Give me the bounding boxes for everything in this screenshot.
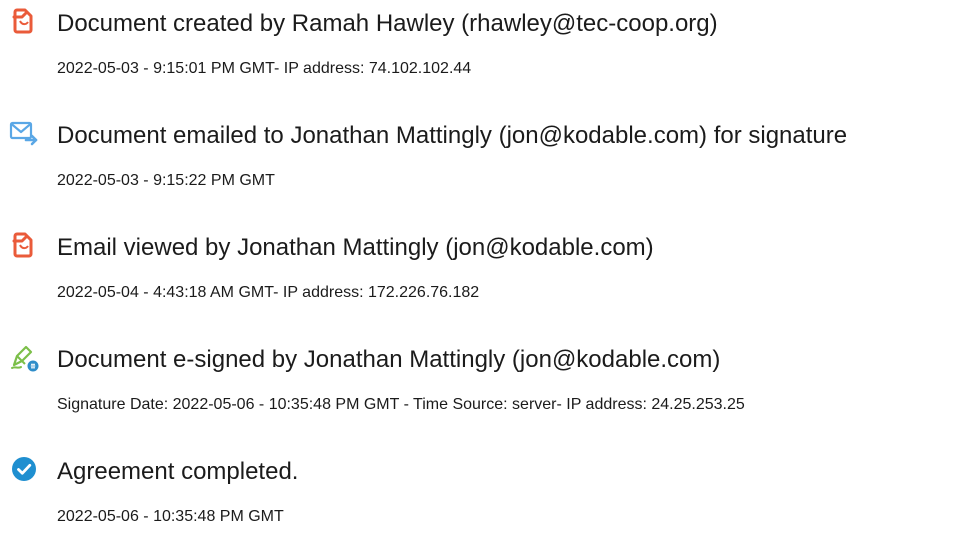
- event-detail: 2022-05-03 - 9:15:01 PM GMT- IP address: 74.102.102.44: [57, 60, 472, 77]
- event-detail: 2022-05-03 - 9:15:22 PM GMT: [57, 172, 275, 189]
- event-title: Document e-signed by Jonathan Mattingly (jon@kodable.com): [57, 346, 721, 373]
- event-title: Document created by Ramah Hawley (rhawley@tec-coop.org): [57, 10, 718, 37]
- event-detail: Signature Date: 2022-05-06 - 10:35:48 PM GMT - Time Source: server- IP address: 24.25.253.25: [57, 396, 745, 413]
- event-title: Agreement completed.: [57, 458, 299, 485]
- check-circle-icon: [8, 453, 40, 485]
- event-title: Email viewed by Jonathan Mattingly (jon@kodable.com): [57, 234, 654, 261]
- event-title: Document emailed to Jonathan Mattingly (jon@kodable.com) for signature: [57, 122, 848, 149]
- document-pdf-icon: [8, 5, 40, 37]
- e-sign-pen-icon: [8, 341, 40, 373]
- event-detail: 2022-05-06 - 10:35:48 PM GMT: [57, 508, 284, 525]
- document-pdf-icon: [8, 229, 40, 261]
- event-detail: 2022-05-04 - 4:43:18 AM GMT- IP address: 172.226.76.182: [57, 284, 480, 301]
- email-forward-icon: [8, 117, 40, 149]
